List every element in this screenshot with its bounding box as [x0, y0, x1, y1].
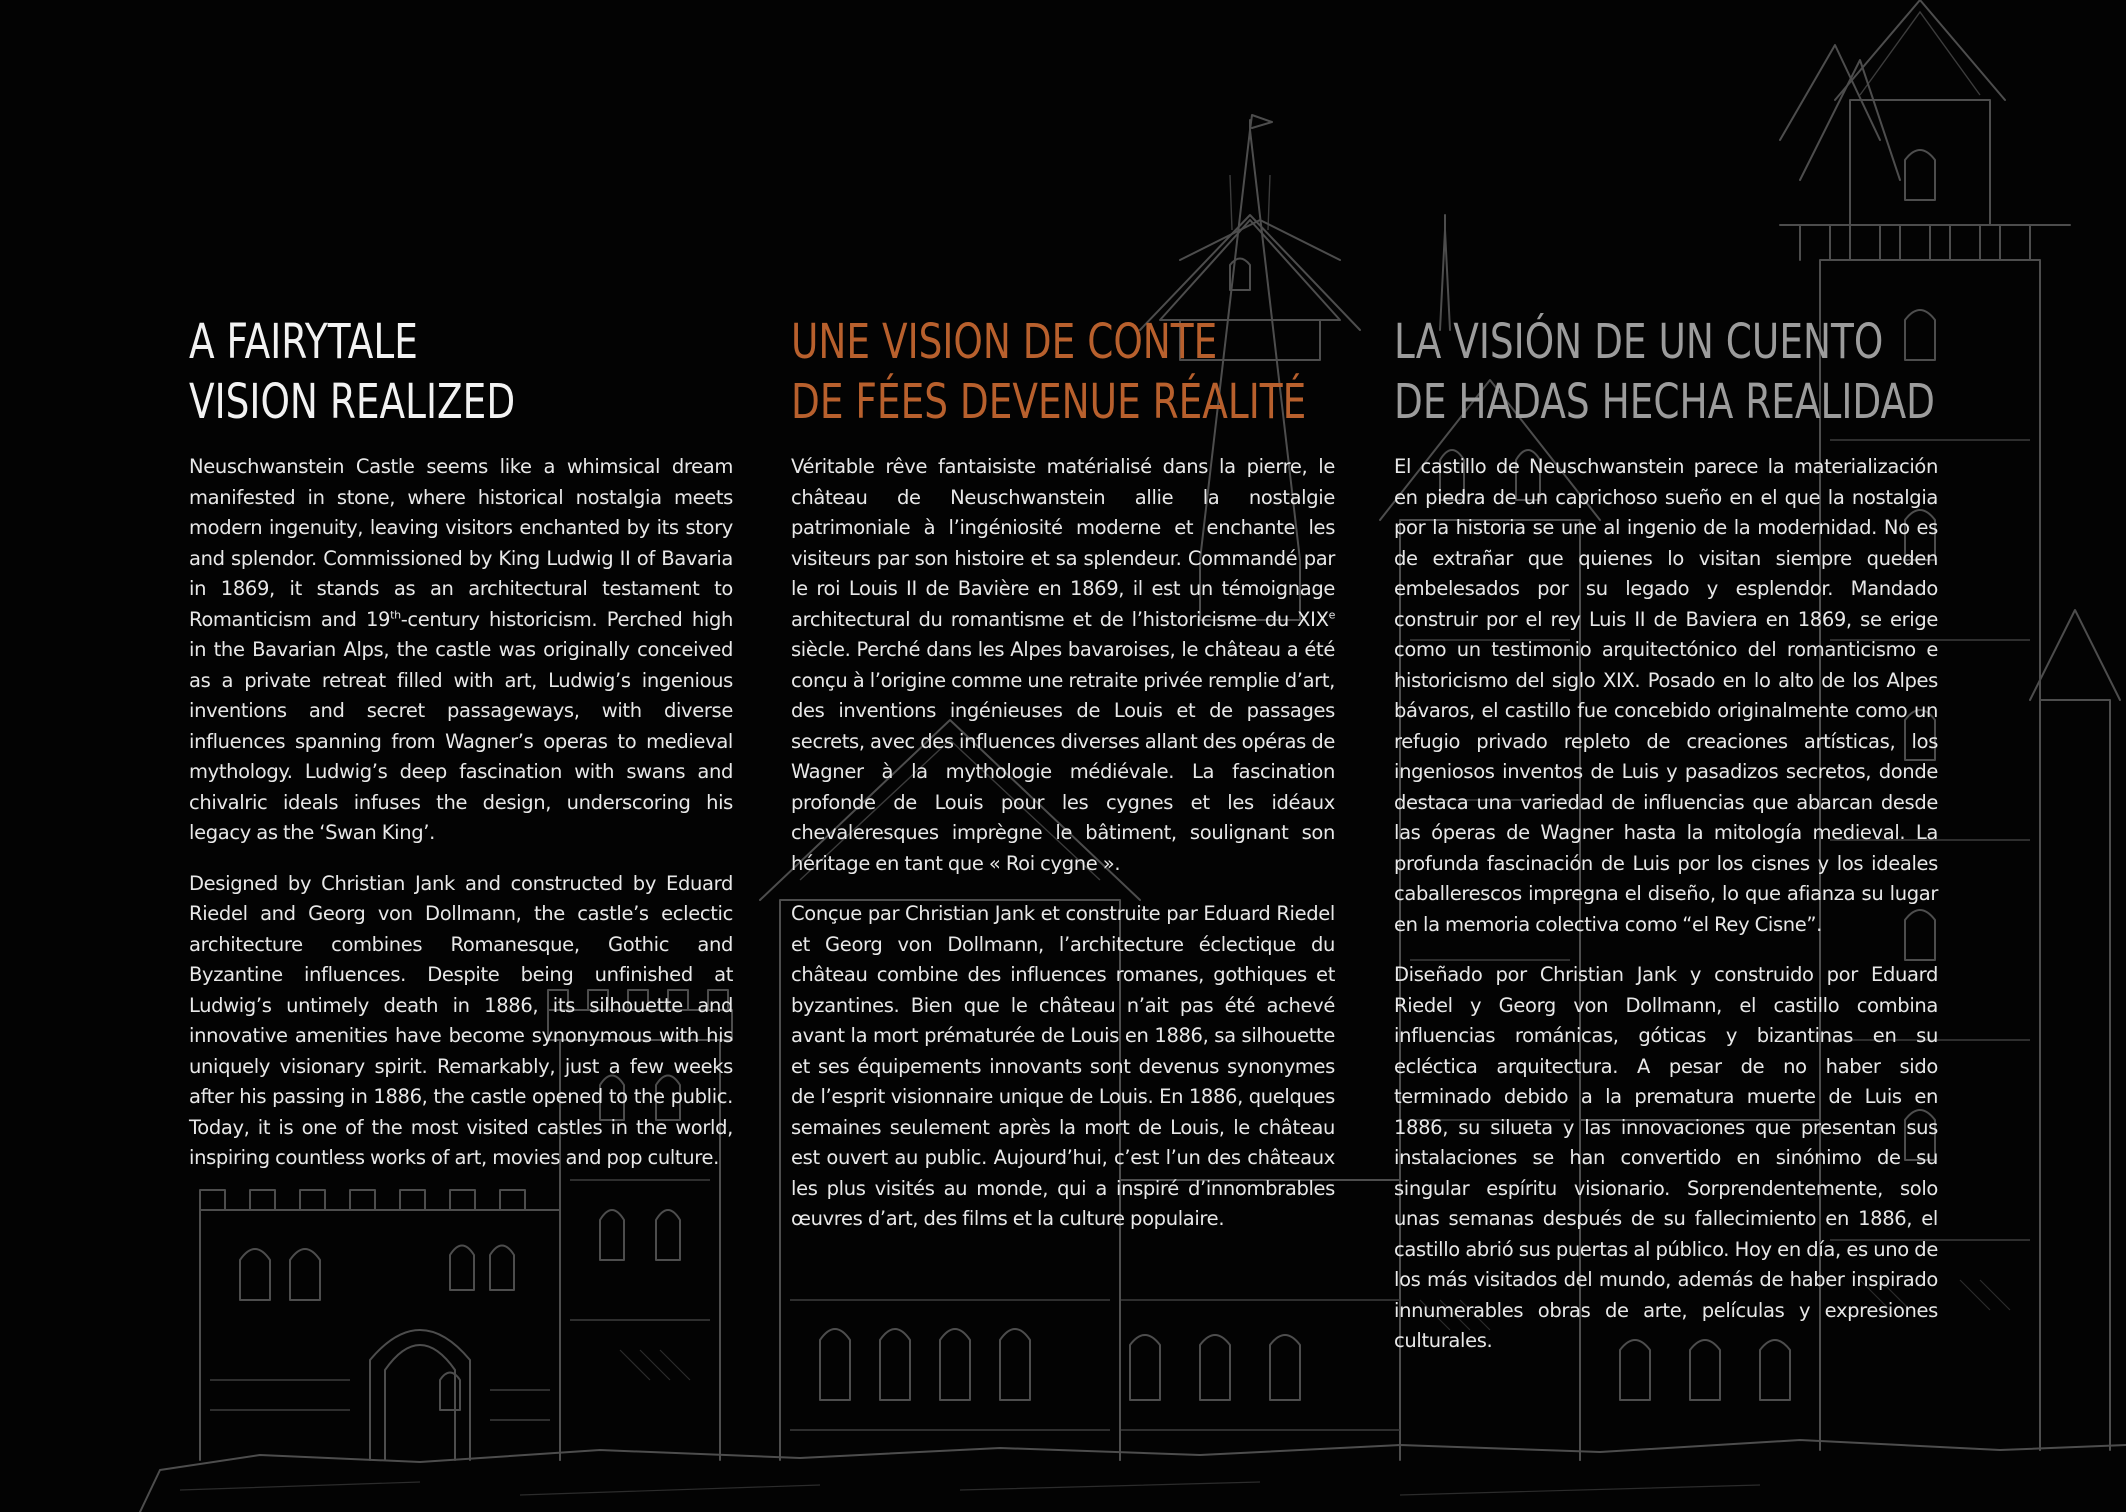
- english-heading-line-2: VISION REALIZED: [189, 374, 516, 430]
- english-heading: [189, 312, 735, 432]
- french-ordinal-superscript: e: [1328, 608, 1335, 621]
- french-heading-line-1: UNE VISION DE CONTE: [791, 314, 1218, 370]
- english-paragraph-1-part-b: -century historicism. Perched high in the Bavarian Alps, the castle was originally conceived as a private retreat filled with art, Ludwig’s ingenious inventions and secret passageways, with diverse influences spanning from Wagner’s operas to medieval mythology. Ludwig’s deep fascination with swans and chivalric ideals infuses the design, underscoring his legacy as the ‘Swan King’.: [189, 607, 733, 844]
- spanish-heading-line-2: DE HADAS HECHA REALIDAD: [1394, 374, 1936, 430]
- french-paragraph-1: [791, 452, 1335, 879]
- spanish-heading: [1394, 312, 1940, 432]
- french-paragraph-1-part-a: Véritable rêve fantaisiste matérialisé dans la pierre, le château de Neuschwanstein allie la nostalgie patrimoniale à l’ingéniosité moderne et enchante les visiteurs par son histoire et sa splendeur. Commandé par le roi Louis II de Bavière en 1869, il est un témoignage architectural du romantisme et de l’historicisme du XIX: [791, 455, 1335, 631]
- spanish-paragraph-2: Diseñado por Christian Jank y construido por Eduard Riedel y Georg von Dollmann, el castillo combina influencias románicas, góticas y bizantinas en su ecléctica arquitectura. A pesar de no haber sido terminado debido a la prematura muerte de Luis en 1886, su silueta y las innovaciones que presentan sus instalaciones se han convertido en sinónimo de su singular espíritu visionario. Sorprendentemente, solo unas semanas después de su fallecimiento en 1886, el castillo abrió sus puertas al público. Hoy en día, es uno de los más visitados del mundo, además de haber inspirado innumerables obras de arte, películas y expresiones culturales.: [1394, 963, 1938, 1352]
- spanish-column: [1394, 312, 1938, 1377]
- french-paragraph-2: Conçue par Christian Jank et construite par Eduard Riedel et Georg von Dollmann, l’architecture éclectique du château combine des influences romanes, gothiques et byzantines. Bien que le château n’ait pas été achevé avant la mort prématurée de Louis en 1886, sa silhouette et ses équipements innovants sont devenus synonymes de l’esprit visionnaire unique de Louis. En 1886, quelques semaines seulement après la mort de Louis, le château est ouvert au public. Aujourd’hui, c’est l’un des châteaux les plus visités au monde, qui a inspiré d’innombrables œuvres d’art, des films et la culture populaire.: [791, 902, 1335, 1230]
- english-ordinal-superscript: th: [390, 608, 401, 621]
- english-paragraph-1-part-a: Neuschwanstein Castle seems like a whimsical dream manifested in stone, where historical nostalgia meets modern ingenuity, leaving visitors enchanted by its story and splendor. Commissioned by King Ludwig II of Bavaria in 1869, it stands as an architectural testament to Romanticism and 19: [189, 455, 733, 631]
- spanish-paragraph-1: El castillo de Neuschwanstein parece la materialización en piedra de un caprichoso sueño en el que la nostalgia por la historia se une al ingenio de la modernidad. No es de extrañar que quienes lo visitan siempre queden embelesados por su legado y esplendor. Mandado construir por el rey Luis II de Baviera en 1869, se erige como un testimonio arquitectónico del romanticismo e historicismo del siglo XIX. Posado en lo alto de los Alpes bávaros, el castillo fue concebido originalmente como un refugio privado repleto de creaciones artísticas, los ingeniosos inventos de Luis y pasadizos secretos, donde destaca una variedad de influencias que abarcan desde las óperas de Wagner hasta la mitología medieval. La profunda fascinación de Luis por los cisnes y los ideales caballerescos impregna el diseño, lo que afianza su lugar en la memoria colectiva como “el Rey Cisne”.: [1394, 455, 1938, 936]
- french-paragraph-1-part-b: siècle. Perché dans les Alpes bavaroises, le château a été conçu à l’origine comme une retraite privée remplie d’art, des inventions ingénieuses de Louis et de passages secrets, avec des influences diverses allant des opéras de Wagner à la mythologie médiévale. La fascination profonde de Louis pour les cygnes et les idéaux chevaleresques imprègne le bâtiment, soulignant son héritage en tant que « Roi cygne ».: [791, 638, 1335, 875]
- french-heading-line-2: DE FÉES DEVENUE RÉALITÉ: [791, 374, 1307, 430]
- spanish-heading-line-1: LA VISIÓN DE UN CUENTO: [1394, 314, 1884, 370]
- english-paragraph-2: Designed by Christian Jank and constructed by Eduard Riedel and Georg von Dollmann, the castle’s eclectic architecture combines Romanesque, Gothic and Byzantine influences. Despite being unfinished at Ludwig’s untimely death in 1886, its silhouette and innovative amenities have become synonymous with his uniquely visionary spirit. Remarkably, just a few weeks after his passing in 1886, the castle opened to the public. Today, it is one of the most visited castles in the world, inspiring countless works of art, movies and pop culture.: [189, 871, 733, 1169]
- english-column: [189, 312, 733, 1194]
- french-column: [791, 312, 1335, 1255]
- english-paragraph-1: [189, 452, 733, 849]
- english-heading-line-1: A FAIRYTALE: [189, 314, 418, 370]
- french-heading: [791, 312, 1337, 432]
